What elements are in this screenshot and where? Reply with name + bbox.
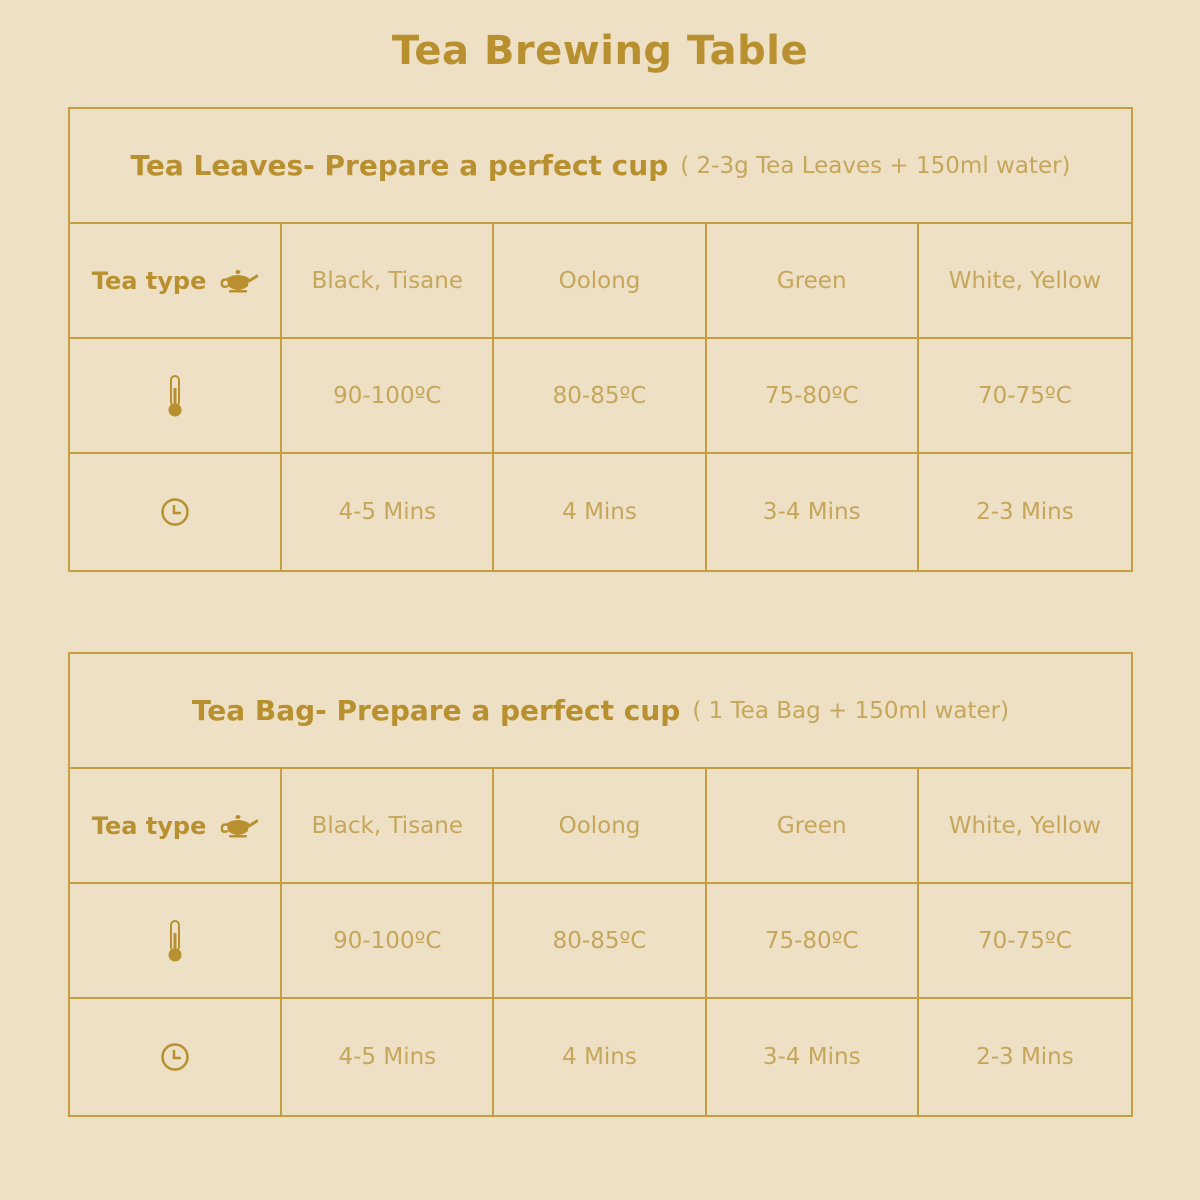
temperature-cell: 70-75ºC [978, 927, 1072, 954]
time-cell: 2-3 Mins [976, 1044, 1074, 1070]
tea-type-label-cell [70, 769, 282, 882]
temperature-cell: 70-75ºC [978, 382, 1072, 409]
tea-type-cell: Oolong [494, 769, 706, 882]
time-label-cell [70, 454, 282, 570]
thermometer-icon [166, 374, 184, 418]
temperature-cell: 90-100ºC [282, 884, 494, 997]
table-grid [70, 769, 1131, 1115]
thermometer-icon [166, 919, 184, 963]
tea-type-cell: Black, Tisane [282, 224, 494, 337]
table-heading [70, 654, 1131, 769]
time-row [70, 999, 1131, 1115]
tea-type-row [70, 224, 1131, 339]
tea-type-label-cell [70, 224, 282, 337]
temperature-cell: 80-85ºC [494, 884, 706, 997]
tea-bag-table [68, 652, 1133, 1117]
tea-type-cell: White, Yellow [948, 267, 1102, 294]
teapot-icon [220, 813, 258, 839]
temperature-cell: 75-80ºC [707, 339, 919, 452]
tea-type-cell: Oolong [494, 224, 706, 337]
tea-type-cell: Green [707, 224, 919, 337]
temperature-cell: 90-100ºC [282, 339, 494, 452]
time-cell: 4 Mins [494, 999, 706, 1115]
clock-icon [160, 497, 190, 527]
teapot-icon [220, 268, 258, 294]
time-cell: 4-5 Mins [282, 999, 494, 1115]
tea-type-cell: White, Yellow [948, 812, 1102, 839]
table-heading-title: Tea Leaves- Prepare a perfect cup [130, 149, 669, 182]
temperature-label-cell [70, 884, 282, 997]
time-cell: 3-4 Mins [707, 999, 919, 1115]
temperature-cell: 80-85ºC [494, 339, 706, 452]
temperature-row [70, 884, 1131, 999]
tea-type-label: Tea type [91, 266, 207, 295]
tea-type-cell: Black, Tisane [282, 769, 494, 882]
table-heading [70, 109, 1131, 224]
table-heading-note: ( 2-3g Tea Leaves + 150ml water) [680, 152, 1071, 179]
temperature-label-cell [70, 339, 282, 452]
table-heading-note: ( 1 Tea Bag + 150ml water) [692, 697, 1010, 724]
tea-type-row [70, 769, 1131, 884]
table-heading-title: Tea Bag- Prepare a perfect cup [191, 694, 681, 727]
time-cell: 3-4 Mins [707, 454, 919, 570]
temperature-row [70, 339, 1131, 454]
temperature-cell: 75-80ºC [707, 884, 919, 997]
clock-icon [160, 1042, 190, 1072]
time-cell: 4 Mins [494, 454, 706, 570]
time-label-cell [70, 999, 282, 1115]
tea-type-label: Tea type [91, 811, 207, 840]
tea-type-cell: Green [707, 769, 919, 882]
time-row [70, 454, 1131, 570]
tea-leaves-table [68, 107, 1133, 572]
table-grid [70, 224, 1131, 570]
time-cell: 4-5 Mins [282, 454, 494, 570]
page-title: Tea Brewing Table [391, 28, 809, 74]
time-cell: 2-3 Mins [976, 499, 1074, 525]
